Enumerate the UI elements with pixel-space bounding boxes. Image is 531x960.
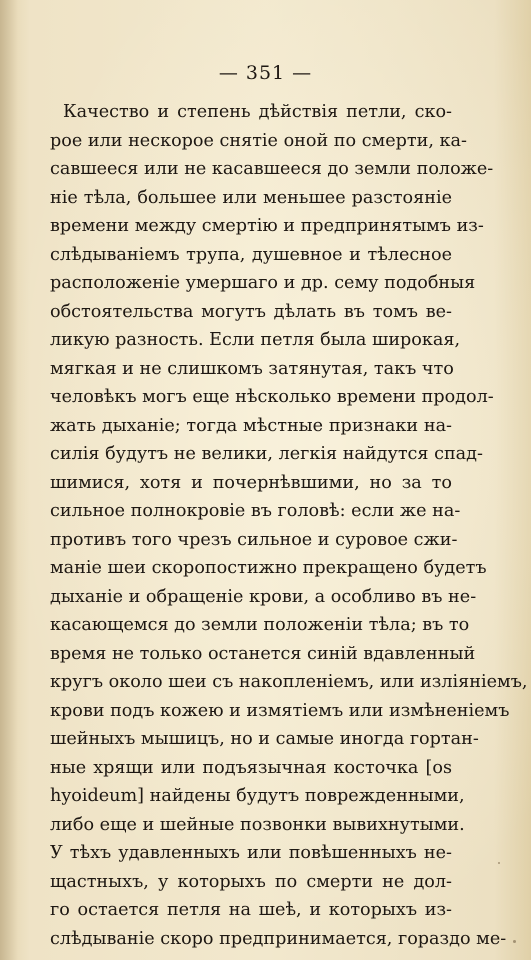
text-line: щастныхъ, у которыхъ по смерти не дол-	[50, 871, 452, 892]
text-line: ликую разность. Если петля была широкая,	[50, 330, 461, 350]
text-line: слѣдываніе скоро предпринимается, гораздо ме-	[50, 928, 507, 949]
body-text	[50, 98, 528, 953]
text-line: шейныхъ мышицъ, но и самые иногда гортан-	[50, 729, 479, 749]
paper-speck	[498, 862, 500, 864]
text-line: сильное полнокровіе въ головѣ: если же на-	[50, 501, 461, 521]
text-line: времени между смертію и предпринятымъ из-	[50, 216, 484, 236]
page-number: — 351 —	[218, 62, 313, 84]
text-line: го остается петля на шеѣ, и которыхъ из-	[50, 900, 452, 920]
text-line: ніе тѣла, большее или меньшее разстояніе	[50, 187, 452, 208]
text-line: мягкая и не слишкомъ затянутая, такъ что	[50, 358, 454, 379]
text-line: шимися, хотя и почернѣвшими, но за то	[50, 472, 452, 493]
text-line: маніе шеи скоропостижно прекращено будетъ	[50, 558, 487, 578]
spine-shadow	[0, 0, 18, 960]
text-line: савшееся или не касавшееся до земли положе-	[50, 159, 494, 179]
text-line: Качество и степень дѣйствія петли, ско-	[63, 102, 452, 122]
text-line: обстоятельства могутъ дѣлать въ томъ ве-	[50, 301, 452, 322]
text-line: либо еще и шейные позвонки вывихнутыми.	[50, 814, 465, 835]
text-line: время не только останется синій вдавленный	[50, 643, 476, 664]
text-line: ные хрящи или подъязычная косточка [os	[50, 757, 452, 778]
paper-speck	[513, 940, 516, 943]
text-line: человѣкъ могъ еще нѣсколько времени продол-	[50, 387, 494, 407]
text-line: дыханіе и обращеніе крови, а особливо въ не-	[50, 586, 477, 607]
text-line: кругъ около шеи съ накопленіемъ, или изліяніемъ,	[50, 672, 528, 692]
text-line: У тѣхъ удавленныхъ или повѣшенныхъ не-	[50, 843, 452, 863]
text-line: рое или нескорое снятіе оной по смерти, ка-	[50, 130, 467, 151]
text-line: hyoideum] найдены будутъ поврежденными,	[50, 786, 465, 806]
text-line: касающемся до земли положеніи тѣла; въ то	[50, 615, 470, 635]
text-line: противъ того чрезъ сильное и суровое сжи-	[50, 529, 458, 550]
text-line: крови подъ кожею и измятіемъ или измѣненіемъ	[50, 700, 510, 721]
text-line: жать дыханіе; тогда мѣстные признаки на-	[50, 415, 452, 436]
text-line: слѣдываніемъ трупа, душевное и тѣлесное	[50, 244, 452, 265]
text-line: силія будутъ не велики, легкія найдутся спад-	[50, 444, 483, 464]
text-line: расположеніе умершаго и др. сему подобныя	[50, 273, 476, 293]
